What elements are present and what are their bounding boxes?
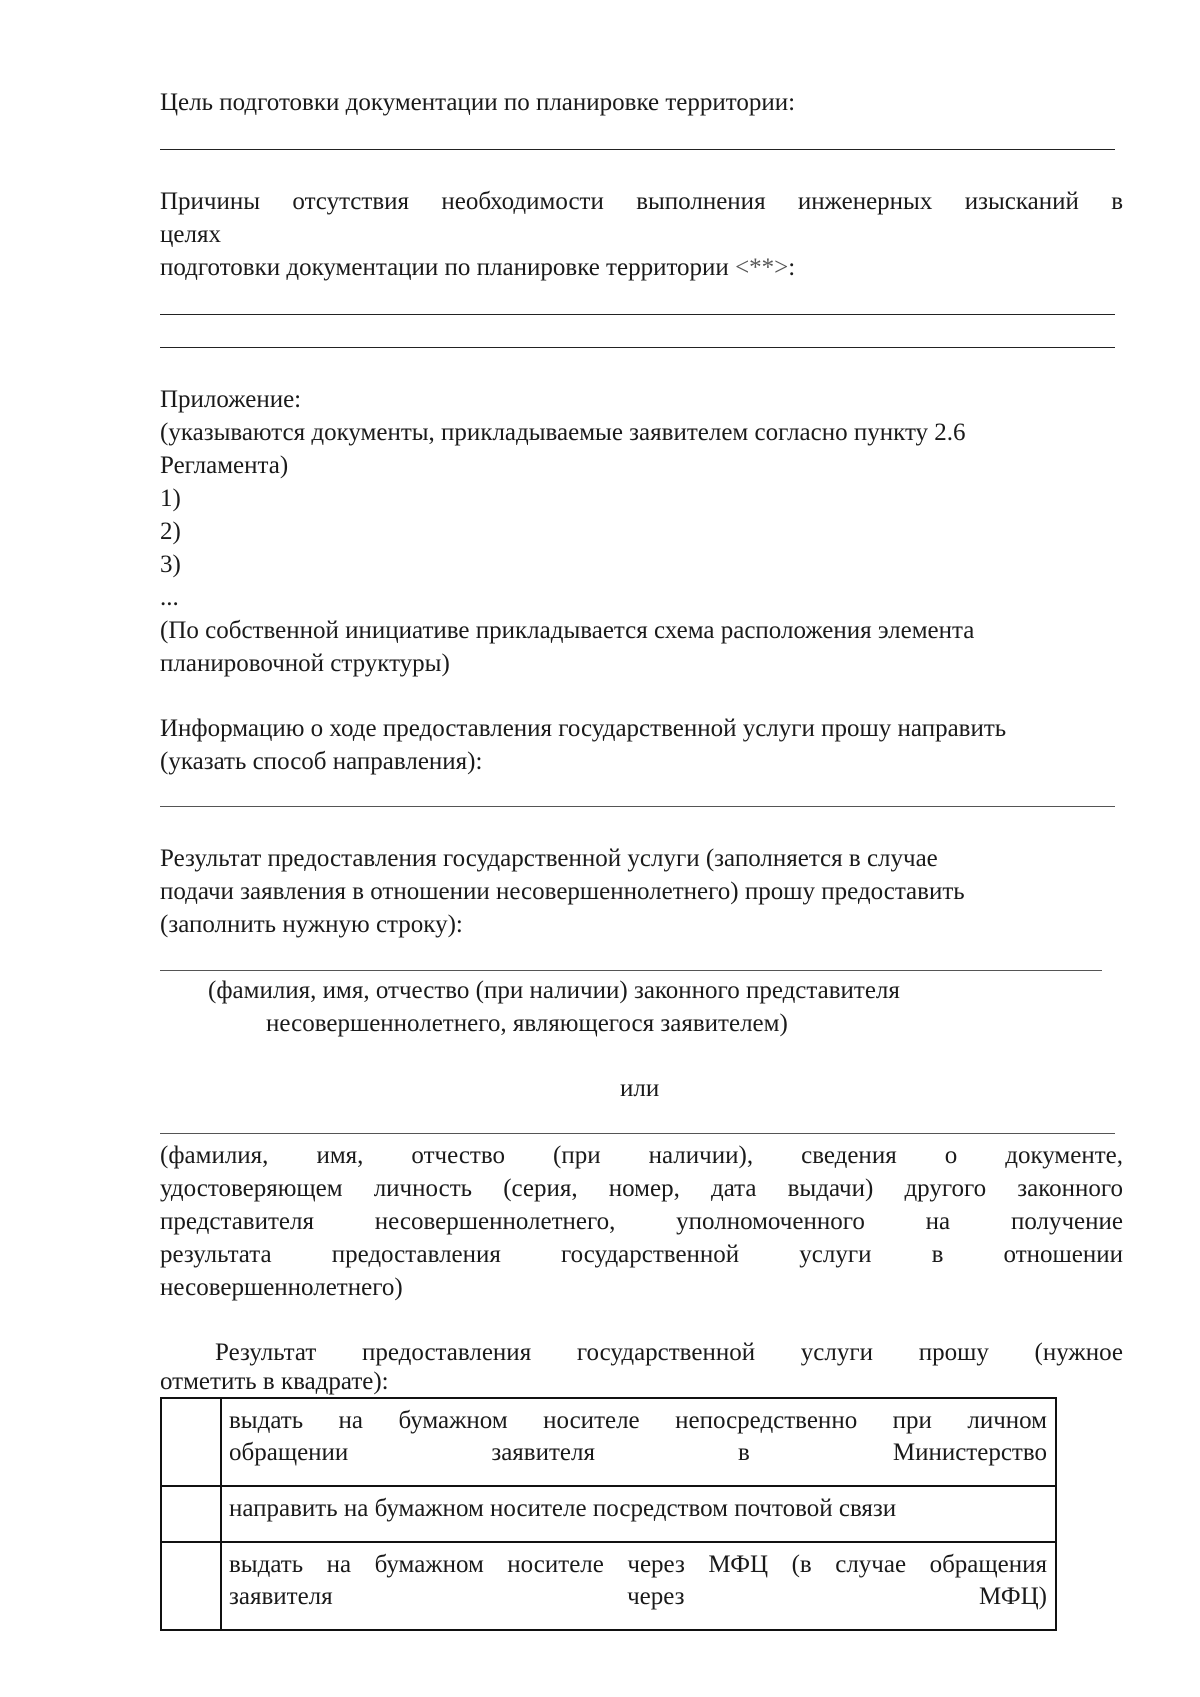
goal-fill-line	[160, 149, 1115, 150]
result-request-line-2: отметить в квадрате):	[160, 1368, 389, 1395]
reasons-line-3-main: подготовки документации по планировке территории	[160, 254, 736, 281]
attachment-note-line-1: (указываются документы, прикладываемые заявителем согласно пункту 2.6	[160, 419, 966, 446]
reasons-line-2: целях	[160, 221, 221, 248]
reasons-line-3	[160, 252, 795, 284]
option-text	[221, 1398, 1056, 1486]
reasons-fill-line-2	[160, 347, 1115, 348]
other-representative-line-1: (фамилия, имя, отчество (при наличии), сведения о документе,	[160, 1142, 1123, 1169]
info-fill-line	[160, 806, 1115, 807]
delivery-option-row	[161, 1398, 1056, 1486]
delivery-option-row	[161, 1542, 1056, 1630]
attachment-item: 1)	[160, 485, 181, 512]
reasons-line-3-end: :	[788, 254, 796, 281]
option-checkbox[interactable]	[161, 1486, 221, 1542]
goal-label: Цель подготовки документации по планировке территории:	[160, 89, 796, 116]
result-minor-line-2: подачи заявления в отношении несовершеннолетнего) прошу предоставить	[160, 878, 965, 905]
attachment-scheme-line-2: планировочной структуры)	[160, 650, 450, 677]
attachment-title: Приложение:	[160, 386, 302, 413]
result-minor-line-1: Результат предоставления государственной услуги (заполняется в случае	[160, 845, 938, 872]
attachment-item: 2)	[160, 518, 181, 545]
attachment-note-line-2: Регламента)	[160, 452, 289, 479]
option-text-line-2: заявителя через МФЦ)	[229, 1583, 1047, 1610]
reasons-line-1: Причины отсутствия необходимости выполнения инженерных изысканий в	[160, 188, 1123, 215]
delivery-options-table	[160, 1397, 1057, 1631]
option-text-line-1: выдать на бумажном носителе через МФЦ (в случае обращения	[229, 1551, 1047, 1578]
option-checkbox[interactable]	[161, 1542, 221, 1630]
attachment-item: ...	[160, 584, 179, 611]
representative-caption-line-2: несовершеннолетнего, являющегося заявителем)	[266, 1010, 788, 1037]
footnote-mark: <**>	[735, 254, 789, 281]
info-line-2: (указать способ направления):	[160, 748, 483, 775]
info-line-1: Информацию о ходе предоставления государственной услуги прошу направить	[160, 715, 1007, 742]
or-label: или	[620, 1075, 660, 1102]
other-representative-fill-line	[160, 1133, 1115, 1134]
other-representative-line-3: представителя несовершеннолетнего, уполномоченного на получение	[160, 1208, 1123, 1235]
option-text-line-1: выдать на бумажном носителе непосредственно при личном	[229, 1407, 1047, 1434]
attachment-scheme-line-1: (По собственной инициативе прикладывается схема расположения элемента	[160, 617, 975, 644]
option-text-line-1: направить на бумажном носителе посредством почтовой связи	[229, 1495, 897, 1522]
attachment-item: 3)	[160, 551, 181, 578]
option-text	[221, 1542, 1056, 1630]
result-request-line-1: Результат предоставления государственной услуги прошу (нужное	[215, 1339, 1123, 1366]
representative-caption-line-1: (фамилия, имя, отчество (при наличии) законного представителя	[208, 977, 900, 1004]
other-representative-line-4: результата предоставления государственной услуги в отношении	[160, 1241, 1123, 1268]
option-checkbox[interactable]	[161, 1398, 221, 1486]
representative-fill-line	[160, 970, 1102, 971]
option-text-line-2: обращении заявителя в Министерство	[229, 1439, 1047, 1466]
result-minor-line-3: (заполнить нужную строку):	[160, 911, 463, 938]
option-text	[221, 1486, 1056, 1542]
other-representative-line-2: удостоверяющем личность (серия, номер, дата выдачи) другого законного	[160, 1175, 1123, 1202]
other-representative-line-5: несовершеннолетнего)	[160, 1274, 403, 1301]
delivery-option-row	[161, 1486, 1056, 1542]
reasons-fill-line-1	[160, 314, 1115, 315]
